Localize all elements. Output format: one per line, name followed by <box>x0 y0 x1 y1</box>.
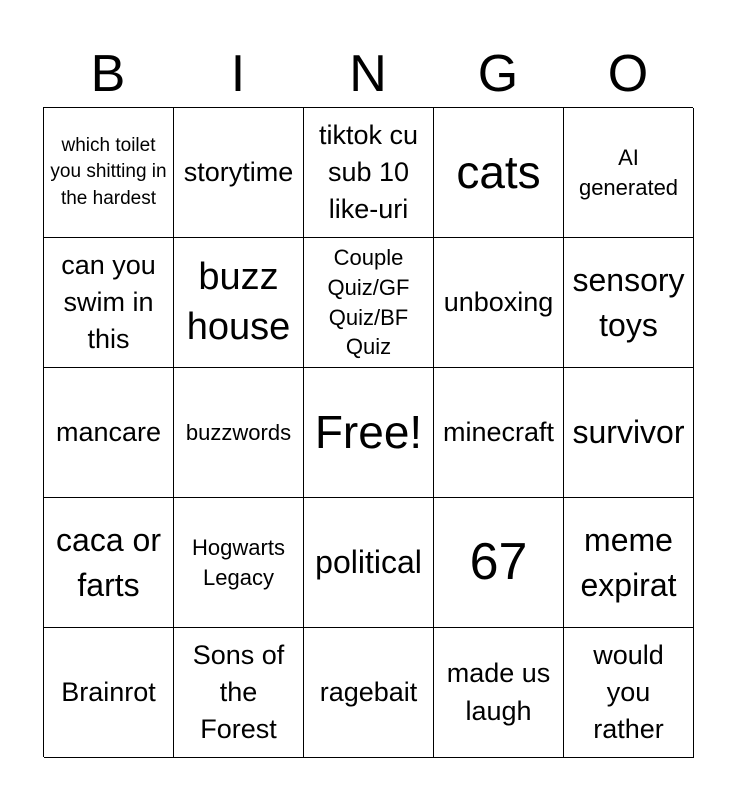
cell-label: cats <box>456 145 541 198</box>
bingo-cell[interactable] <box>174 108 304 238</box>
cell-label: sensory toys <box>572 262 685 343</box>
bingo-cell[interactable] <box>304 108 434 238</box>
bingo-cell[interactable] <box>44 498 174 628</box>
bingo-cell[interactable] <box>434 498 564 628</box>
bingo-cell[interactable] <box>174 238 304 368</box>
cell-label: would you rather <box>593 639 664 745</box>
bingo-cell[interactable] <box>564 108 694 238</box>
bingo-cell[interactable] <box>44 108 174 238</box>
cell-label: Couple Quiz/GF Quiz/BF Quiz <box>327 245 410 360</box>
cell-label: Sons of the Forest <box>192 639 285 745</box>
cell-label: Hogwarts Legacy <box>192 534 285 590</box>
cell-label: caca or farts <box>56 522 161 603</box>
cell-label: buzz house <box>186 256 291 348</box>
cell-label: ragebait <box>319 676 418 707</box>
header-letter-o: O <box>607 45 649 103</box>
bingo-cell[interactable] <box>304 498 434 628</box>
cell-label: can you swim in this <box>61 249 156 355</box>
bingo-cell[interactable] <box>44 368 174 498</box>
bingo-cell[interactable] <box>44 628 174 758</box>
bingo-cell[interactable] <box>564 498 694 628</box>
bingo-cell[interactable] <box>434 628 564 758</box>
cell-label: survivor <box>572 414 685 451</box>
bingo-header <box>43 40 693 108</box>
bingo-cell[interactable] <box>304 238 434 368</box>
bingo-cell[interactable] <box>564 368 694 498</box>
cell-label: meme expirat <box>580 522 677 603</box>
bingo-cell[interactable] <box>304 628 434 758</box>
header-letter-b: B <box>90 45 126 103</box>
bingo-cell[interactable] <box>174 368 304 498</box>
cell-label: unboxing <box>443 286 554 317</box>
bingo-cell[interactable] <box>434 108 564 238</box>
cell-label: Brainrot <box>61 676 156 707</box>
header-letter-i: I <box>230 45 246 103</box>
bingo-cell[interactable] <box>564 238 694 368</box>
cell-label: tiktok cu sub 10 like-uri <box>318 119 419 225</box>
cell-label: AI generated <box>578 144 679 200</box>
cell-label: made us laugh <box>446 658 551 726</box>
bingo-cell[interactable] <box>434 238 564 368</box>
bingo-cell[interactable] <box>44 238 174 368</box>
bingo-board <box>43 107 693 757</box>
bingo-cell[interactable] <box>174 498 304 628</box>
header-letter-n: N <box>349 45 387 103</box>
cell-label: minecraft <box>442 416 555 447</box>
cell-label: political <box>315 544 422 581</box>
cell-label: mancare <box>55 416 162 447</box>
cell-label: buzzwords <box>185 419 292 445</box>
cell-label: 67 <box>469 533 528 592</box>
bingo-cell[interactable] <box>174 628 304 758</box>
header-letter-g: G <box>477 45 519 103</box>
free-space-cell[interactable] <box>304 368 434 498</box>
bingo-cell[interactable] <box>564 628 694 758</box>
bingo-cell[interactable] <box>434 368 564 498</box>
cell-label: storytime <box>183 156 294 187</box>
cell-label: which toilet you shitting in the hardest <box>50 135 167 209</box>
free-space-label: Free! <box>314 405 423 458</box>
